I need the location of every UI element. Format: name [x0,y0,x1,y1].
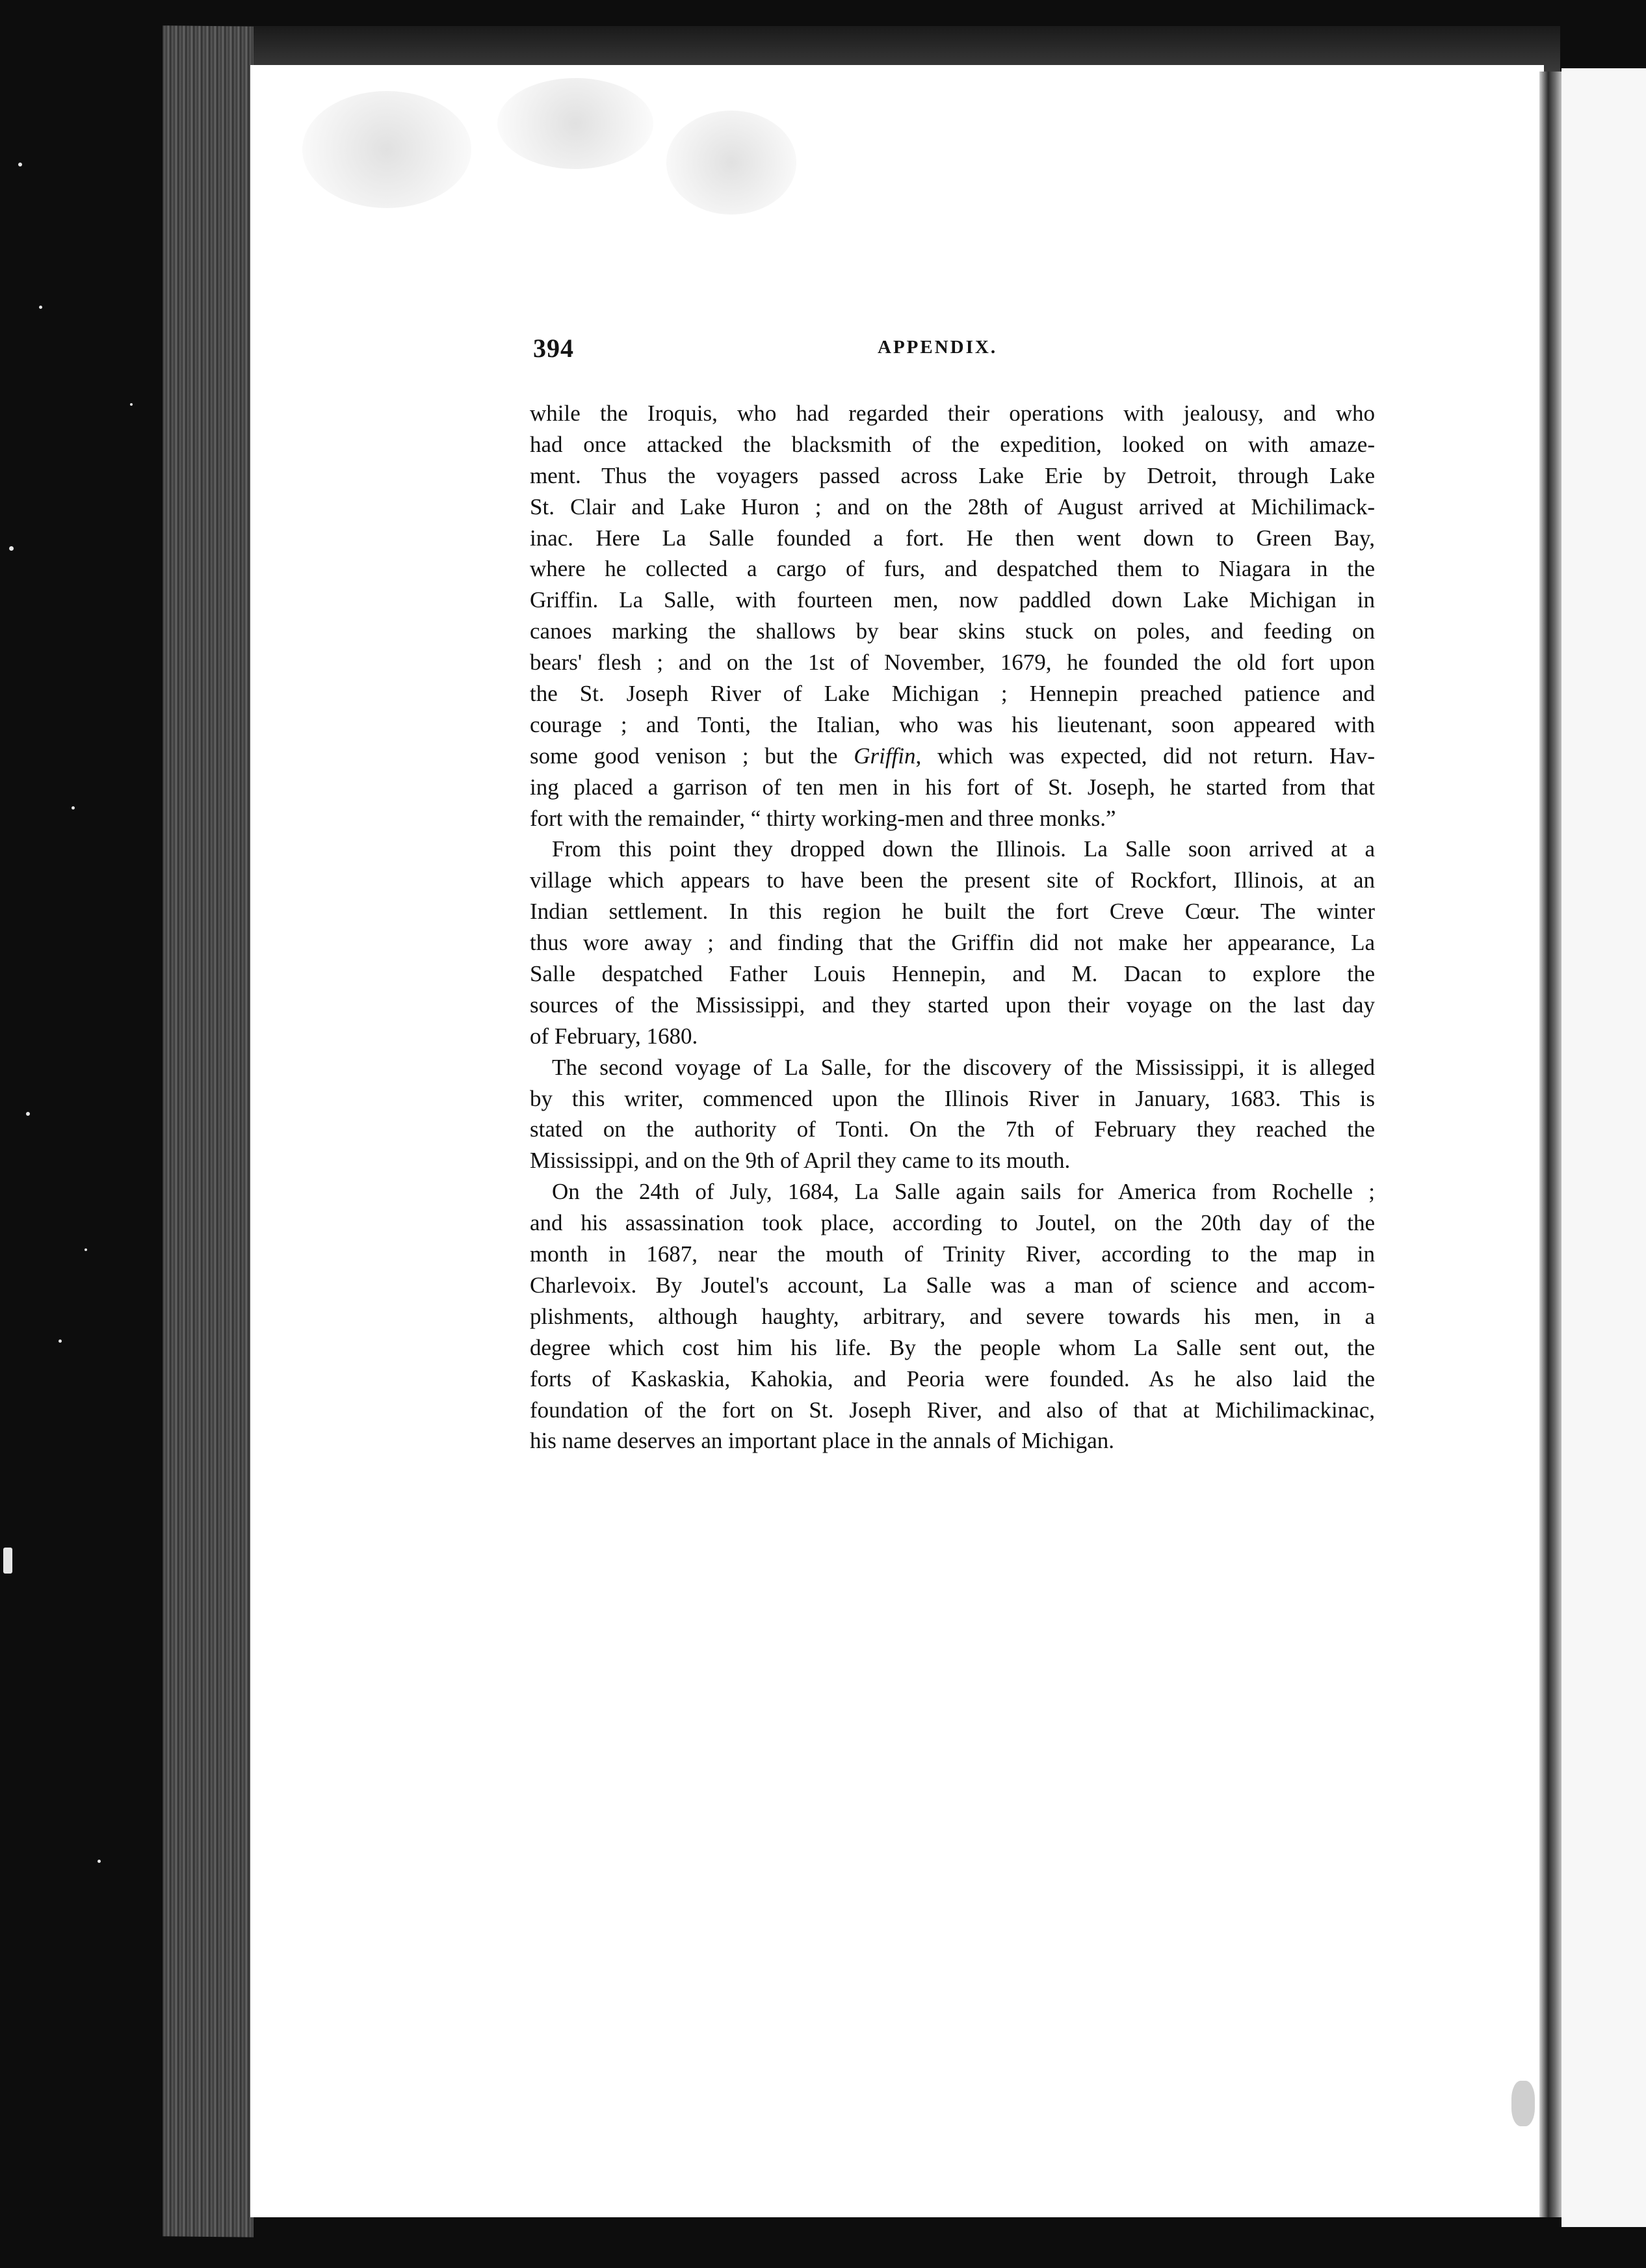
text-line: where he collected a cargo of furs, and despatched them to Niagara in the [530,556,1375,582]
book-page-stack-edge [163,25,254,2237]
background-speck [9,546,14,551]
background-speck [98,1860,101,1863]
text-line: St. Clair and Lake Huron ; and on the 28th of August arrived at Michilimack- [530,494,1375,520]
text-line-with-italic [530,741,1375,772]
text-segment: , which was expected, did not return. Hav- [915,743,1375,769]
text-line: Charlevoix. By Joutel's account, La Salle was a man of science and accom- [530,1272,1375,1298]
text-line: courage ; and Tonti, the Italian, who was his lieutenant, soon appeared with [530,711,1375,737]
ship-name-italic: Griffin [854,743,916,769]
text-line: forts of Kaskaskia, Kahokia, and Peoria were founded. As he also laid the [530,1365,1375,1391]
text-line: Griffin. La Salle, with fourteen men, now paddled down Lake Michigan in [530,587,1375,613]
background-speck [59,1339,62,1343]
text-line: village which appears to have been the present site of Rockfort, Illinois, at an [530,867,1375,893]
book-gutter [1539,72,1561,2217]
background-speck [130,403,133,406]
text-line: the St. Joseph River of Lake Michigan ; Hennepin preached patience and [530,681,1375,707]
background-speck [26,1112,30,1116]
background-speck [85,1248,87,1251]
facing-page-edge [1561,68,1646,2227]
text-line: sources of the Mississippi, and they started upon their voyage on the last day [530,992,1375,1018]
body-text [530,398,1375,1457]
text-line: month in 1687, near the mouth of Trinity River, according to the map in [530,1241,1375,1267]
paragraph-end-line: Mississippi, and on the 9th of April they came to its mouth. [530,1148,1071,1174]
text-line: while the Iroquis, who had regarded their operations with jealousy, and who [530,401,1375,426]
text-line: bears' flesh ; and on the 1st of November, 1679, he founded the old fort upon [530,650,1375,676]
binding-mark [1511,2081,1535,2126]
text-line: inac. Here La Salle founded a fort. He then went down to Green Bay, [530,525,1375,551]
background-speck [72,806,75,810]
paragraph-start-line: From this point they dropped down the Illinois. La Salle soon arrived at a [552,836,1375,862]
running-header [533,333,1376,372]
paragraph-end-line: his name deserves an important place in the annals of Michigan. [530,1428,1115,1454]
text-line: ment. Thus the voyagers passed across Lake Erie by Detroit, through Lake [530,462,1375,488]
text-line: canoes marking the shallows by bear skins stuck on poles, and feeding on [530,618,1375,644]
text-line: thus wore away ; and finding that the Griffin did not make her appearance, La [530,930,1375,956]
page-smudge [666,111,796,215]
page-number: 394 [533,334,574,363]
paragraph-start-line: The second voyage of La Salle, for the discovery of the Mississippi, it is alleged [552,1054,1375,1080]
text-line: by this writer, commenced upon the Illinois River in January, 1683. This is [530,1085,1375,1111]
paragraph-start-line: On the 24th of July, 1684, La Salle again sails for America from Rochelle ; [552,1179,1375,1205]
running-title: APPENDIX. [878,337,998,358]
background-speck [18,163,22,166]
text-line: and his assassination took place, according to Joutel, on the 20th day of the [530,1210,1375,1236]
background-speck [39,306,42,309]
paragraph-end-line: fort with the remainder, “ thirty working-men and three monks.” [530,805,1116,831]
text-segment: some good venison ; but the [530,743,854,769]
text-line: had once attacked the blacksmith of the expedition, looked on with amaze- [530,431,1375,457]
text-line: plishments, although haughty, arbitrary, and severe towards his men, in a [530,1303,1375,1329]
text-line: Salle despatched Father Louis Hennepin, and M. Dacan to explore the [530,961,1375,987]
paragraph-end-line: of February, 1680. [530,1023,698,1049]
text-line: Indian settlement. In this region he built the fort Creve Cœur. The winter [530,899,1375,925]
text-line: degree which cost him his life. By the people whom La Salle sent out, the [530,1334,1375,1360]
page-smudge [497,78,653,169]
page-smudge [302,91,471,208]
text-line: ing placed a garrison of ten men in his fort of St. Joseph, he started from that [530,774,1375,800]
background-speck [3,1548,12,1574]
text-line: stated on the authority of Tonti. On the 7th of February they reached the [530,1116,1375,1142]
text-line: foundation of the fort on St. Joseph River, and also of that at Michilimackinac, [530,1397,1375,1423]
